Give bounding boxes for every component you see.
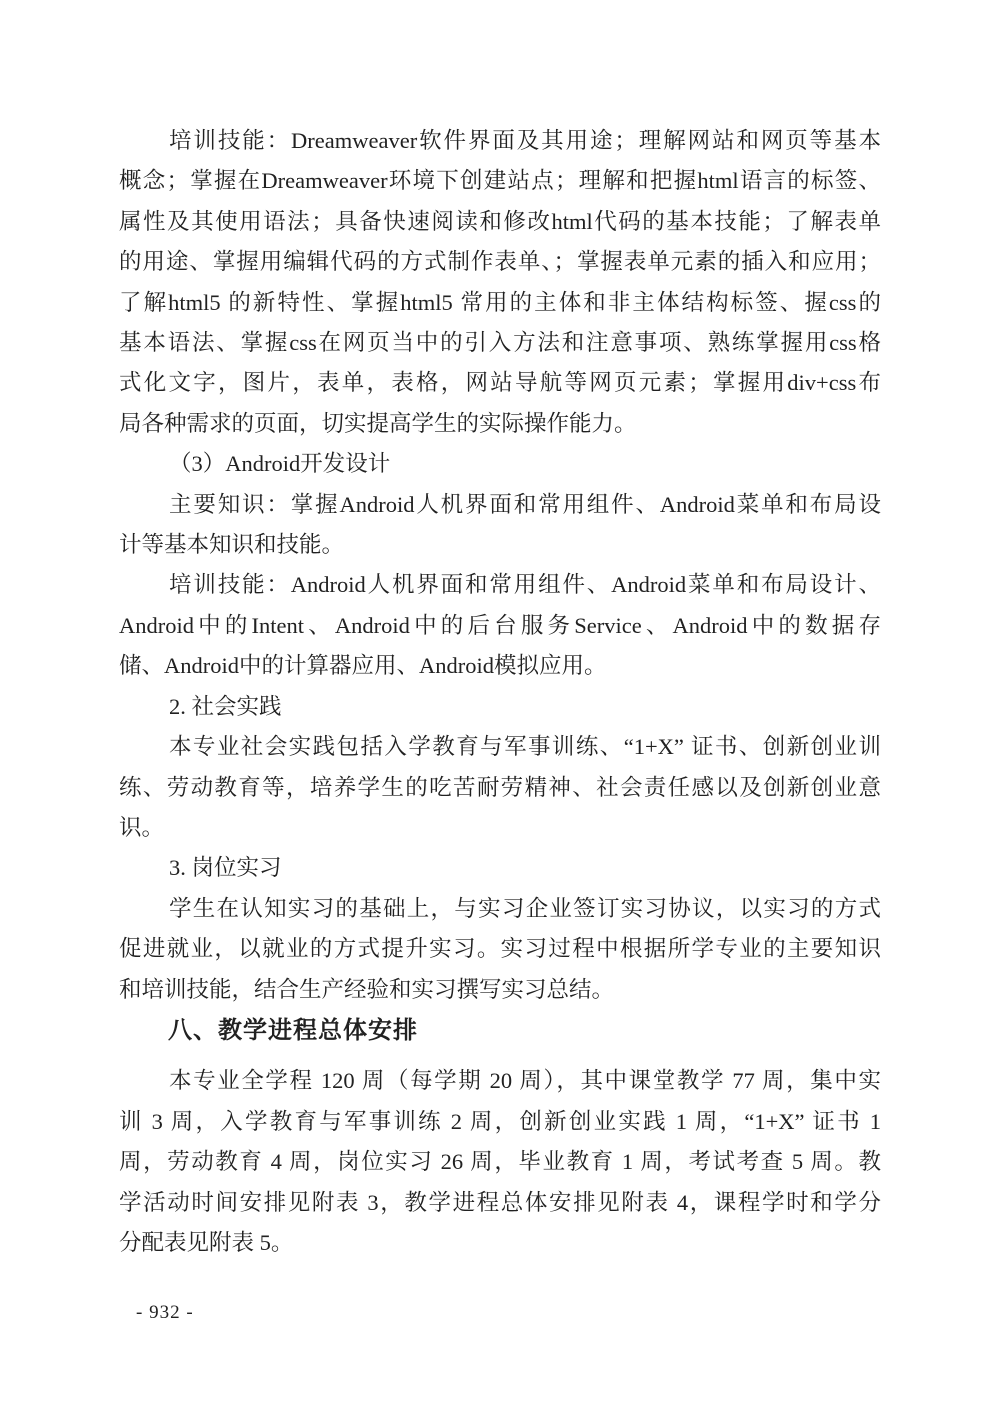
text-line: 学活动时间安排见附表 3，教学进程总体安排见附表 4，课程学时和学分 bbox=[119, 1189, 881, 1215]
text-line: 分配表见附表 5。 bbox=[119, 1229, 294, 1255]
text-line: 本专业全学程 120 周（每学期 20 周），其中课堂教学 77 周，集中实 bbox=[169, 1068, 881, 1094]
text-line: 局各种需求的页面，切实提高学生的实际操作能力。 bbox=[119, 410, 637, 436]
text-line: （3）Android开发设计 bbox=[169, 451, 391, 477]
text-line: 2. 社会实践 bbox=[169, 693, 282, 719]
paragraph bbox=[119, 444, 881, 484]
document-body bbox=[119, 121, 881, 1263]
text-line: 了解html5 的新特性、掌握html5 常用的主体和非主体结构标签、握css的 bbox=[119, 289, 881, 315]
text-line: 主要知识：掌握Android人机界面和常用组件、Android菜单和布局设 bbox=[169, 491, 881, 517]
paragraph bbox=[119, 565, 881, 686]
section-heading bbox=[119, 1010, 881, 1050]
text-line: 练、劳动教育等，培养学生的吃苦耐劳精神、社会责任感以及创新创业意 bbox=[119, 774, 881, 800]
text-line: 学生在认知实习的基础上，与实习企业签订实习协议，以实习的方式 bbox=[169, 895, 881, 921]
paragraph bbox=[119, 1061, 881, 1263]
paragraph bbox=[119, 485, 881, 566]
text-line: 周，劳动教育 4 周，岗位实习 26 周，毕业教育 1 周，考试考查 5 周。教 bbox=[119, 1149, 881, 1175]
text-line: 的用途、掌握用编辑代码的方式制作表单、；掌握表单元素的插入和应用； bbox=[119, 249, 881, 275]
paragraph bbox=[119, 889, 881, 1010]
paragraph bbox=[119, 687, 881, 727]
text-line: 和培训技能，结合生产经验和实习撰写实习总结。 bbox=[119, 976, 615, 1002]
text-line: 3. 岗位实习 bbox=[169, 855, 282, 881]
text-line: 概念；掌握在Dreamweaver环境下创建站点；理解和把握html语言的标签、 bbox=[119, 168, 881, 194]
text-line: 基本语法、掌握css在网页当中的引入方法和注意事项、熟练掌握用css格 bbox=[119, 330, 881, 356]
text-line: 培训技能：Android人机界面和常用组件、Android菜单和布局设计、 bbox=[169, 572, 881, 598]
text-line: 识。 bbox=[119, 814, 165, 840]
text-line: 本专业社会实践包括入学教育与军事训练、“1+X” 证书、创新创业训 bbox=[169, 734, 881, 760]
text-line: 计等基本知识和技能。 bbox=[119, 532, 345, 558]
heading-text: 八、教学进程总体安排 bbox=[168, 1015, 418, 1044]
paragraph bbox=[119, 848, 881, 888]
page-number: - 932 - bbox=[136, 1302, 194, 1323]
paragraph bbox=[119, 121, 881, 444]
text-line: 储、Android中的计算器应用、Android模拟应用。 bbox=[119, 653, 607, 679]
text-line: Android中的Intent、Android中的后台服务Service、Android中的数据存 bbox=[119, 612, 881, 638]
text-line: 培训技能：Dreamweaver软件界面及其用途；理解网站和网页等基本 bbox=[169, 128, 881, 153]
paragraph bbox=[119, 727, 881, 848]
text-line: 训 3 周，入学教育与军事训练 2 周，创新创业实践 1 周，“1+X” 证书 1 bbox=[119, 1108, 881, 1134]
text-line: 促进就业，以就业的方式提升实习。实习过程中根据所学专业的主要知识 bbox=[119, 936, 881, 962]
text-line: 属性及其使用语法；具备快速阅读和修改html代码的基本技能；了解表单 bbox=[119, 208, 881, 234]
text-line: 式化文字，图片，表单，表格，网站导航等网页元素；掌握用div+css布 bbox=[119, 370, 881, 396]
